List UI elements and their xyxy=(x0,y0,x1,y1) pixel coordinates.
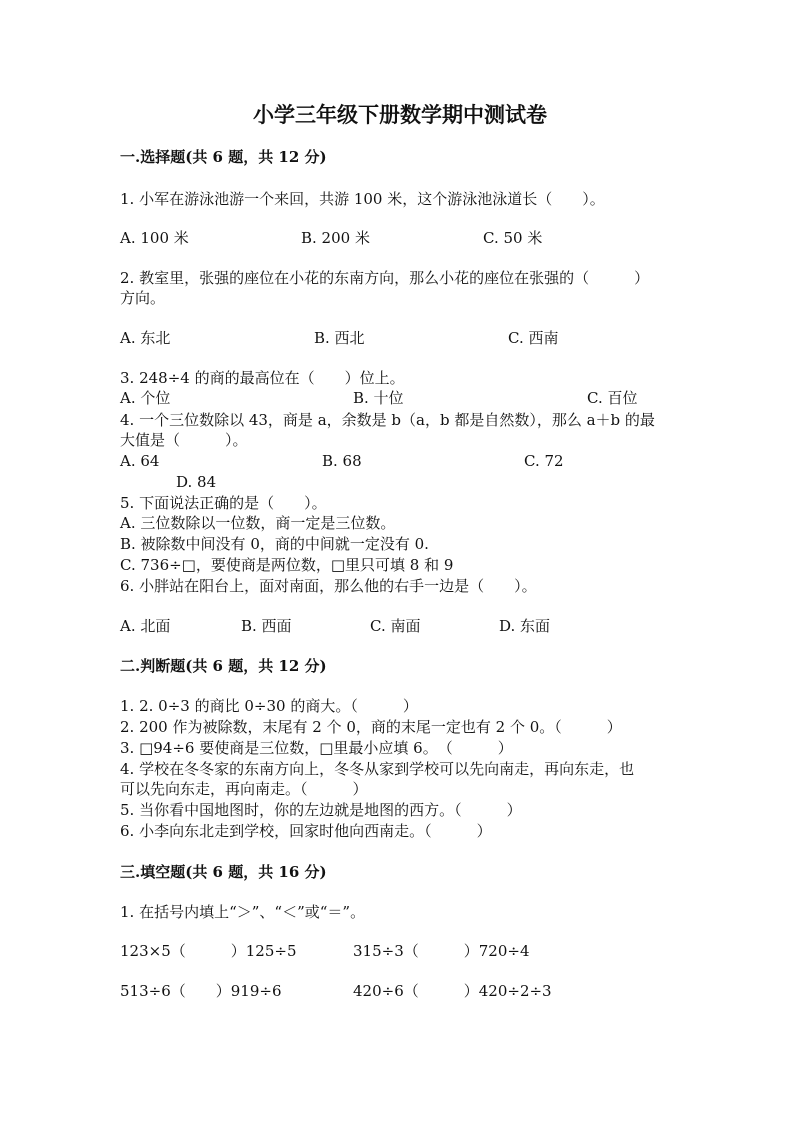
option: B. 200 米 xyxy=(301,229,370,247)
option: A. 三位数除以一位数，商一定是三位数。 xyxy=(120,514,396,532)
question-stem: 3. 248÷4 的商的最高位在（ ）位上。 xyxy=(120,369,405,387)
option: A. 东北 xyxy=(120,329,171,347)
option: B. 西北 xyxy=(314,329,365,347)
question-stem: 4. 一个三位数除以 43，商是 a，余数是 b（a，b 都是自然数），那么 a＋b 的最 xyxy=(120,411,655,429)
judgment-item: 1. 2. 0÷3 的商比 0÷30 的商大。（ ） xyxy=(120,697,418,715)
comparison-item: 315÷3（ ）720÷4 xyxy=(353,942,530,960)
option: B. 十位 xyxy=(353,389,404,407)
question-stem: 1. 小军在游泳池游一个来回，共游 100 米，这个游泳池泳道长（ ）。 xyxy=(120,190,605,208)
judgment-item: 3. □94÷6 要使商是三位数，□里最小应填 6。 （ ） xyxy=(120,739,513,757)
question-stem: 2. 教室里，张强的座位在小花的东南方向，那么小花的座位在张强的（ ） xyxy=(120,269,650,287)
option: A. 100 米 xyxy=(120,229,189,247)
option: C. 72 xyxy=(524,452,564,470)
comparison-item: 513÷6（ ）919÷6 xyxy=(120,982,282,1000)
option: C. 736÷□，要使商是两位数，□里只可填 8 和 9 xyxy=(120,556,454,574)
question-stem: 大值是（ ）。 xyxy=(120,431,248,449)
option: B. 68 xyxy=(322,452,362,470)
comparison-item: 123×5（ ）125÷5 xyxy=(120,942,297,960)
option: C. 50 米 xyxy=(483,229,543,247)
section-heading-choice: 一.选择题(共 6 题，共 12 分) xyxy=(120,148,327,166)
section-heading-judgment: 二.判断题(共 6 题，共 12 分) xyxy=(120,657,327,675)
page-title: 小学三年级下册数学期中测试卷 xyxy=(253,102,547,127)
judgment-item: 6. 小李向东北走到学校，回家时他向西南走。（ ） xyxy=(120,822,492,840)
option: A. 64 xyxy=(120,452,160,470)
section-heading-fill-in: 三.填空题(共 6 题，共 16 分) xyxy=(120,863,327,881)
judgment-item: 可以先向东走，再向南走。（ ） xyxy=(120,780,368,798)
judgment-item: 4. 学校在冬冬家的东南方向上，冬冬从家到学校可以先向南走，再向东走，也 xyxy=(120,760,635,778)
judgment-item: 2. 200 作为被除数，末尾有 2 个 0，商的末尾一定也有 2 个 0。（ ） xyxy=(120,718,622,736)
option: C. 南面 xyxy=(370,617,421,635)
option: A. 个位 xyxy=(120,389,171,407)
question-stem: 1. 在括号内填上“＞”、“＜”或“＝”。 xyxy=(120,903,366,921)
option: D. 84 xyxy=(176,473,217,491)
option: B. 西面 xyxy=(241,617,292,635)
option: A. 北面 xyxy=(120,617,171,635)
option: B. 被除数中间没有 0，商的中间就一定没有 0. xyxy=(120,535,429,553)
question-stem: 方向。 xyxy=(120,289,166,307)
option: C. 百位 xyxy=(587,389,638,407)
comparison-item: 420÷6（ ）420÷2÷3 xyxy=(353,982,552,1000)
option: C. 西南 xyxy=(508,329,559,347)
option: D. 东面 xyxy=(499,617,551,635)
question-stem: 5. 下面说法正确的是（ ）。 xyxy=(120,494,327,512)
question-stem: 6. 小胖站在阳台上，面对南面，那么他的右手一边是（ ）。 xyxy=(120,577,537,595)
judgment-item: 5. 当你看中国地图时，你的左边就是地图的西方。（ ） xyxy=(120,801,522,819)
